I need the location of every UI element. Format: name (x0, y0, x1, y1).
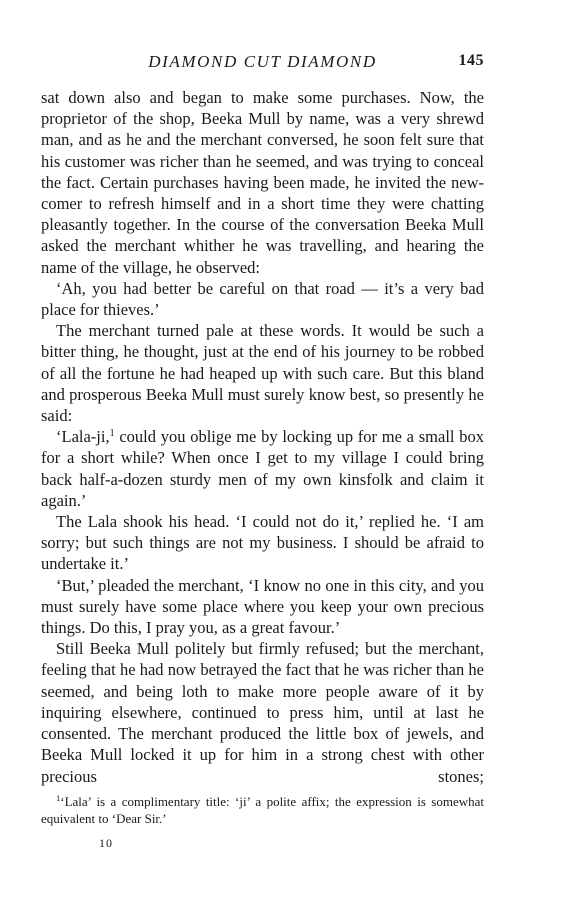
paragraph: The Lala shook his head. ‘I could not do it,’ replied he. ‘I am sorry; but such things are not my business. I should be afraid to undertake it.’ (41, 512, 484, 574)
paragraph (41, 426, 484, 511)
running-head (41, 52, 484, 74)
paragraph-text: ‘Lala-ji, (56, 427, 110, 447)
paragraph: The merchant turned pale at these words. It would be such a bitter thing, he thought, just at the end of his journey to be robbed of all the fortune he had heaped up with such care. But this bland and prosperous Beeka Mull must surely know best, so presently he said: (41, 321, 484, 426)
footnote-reference: 1 (109, 428, 115, 440)
page-number: 145 (458, 52, 484, 69)
paragraph-text: could you oblige me by locking up for me a small box for a short while? When once I get to my village I could bring back half-a-dozen sturdy men of my own kinsfolk and claim it again.’ (41, 427, 484, 510)
paragraph: sat down also and began to make some purchases. Now, the proprietor of the shop, Beeka Mull by name, was a very shrewd man, and as he and the merchant conversed, he soon felt sure that his customer was richer than he seemed, and was trying to conceal the fact. Certain purchases having been made, he invited the new-comer to refresh himself and in a short time they were chatting pleasantly together. In the course of the conversation Beeka Mull asked the merchant whither he was travelling, and hearing the name of the village, he observed: (41, 88, 484, 277)
footnote (41, 793, 484, 827)
running-title: DIAMOND CUT DIAMOND (148, 52, 377, 71)
body-text (41, 87, 484, 787)
paragraph: Still Beeka Mull politely but firmly refused; but the merchant, feeling that he had now betrayed the fact that he was richer than he seemed, and being loth to make more people aware of it by inquiring elsewhere, continued to press him, until at last he consented. The merchant produced the little box of jewels, and Beeka Mull locked it up for him in a strong chest with other precious stones; (41, 639, 484, 786)
signature-mark: 10 (99, 835, 113, 850)
footnote-text: ‘Lala’ is a complimentary title: ‘ji’ a polite affix; the expression is somewhat equivalent to ‘Dear Sir.’ (41, 793, 484, 826)
footnote-marker: 1 (56, 792, 61, 803)
paragraph: ‘Ah, you had better be careful on that road — it’s a very bad place for thieves.’ (41, 278, 484, 320)
book-page (41, 52, 484, 851)
paragraph: ‘But,’ pleaded the merchant, ‘I know no one in this city, and you must surely have some place where you keep your own precious things. Do this, I pray you, as a great favour.’ (41, 575, 484, 638)
